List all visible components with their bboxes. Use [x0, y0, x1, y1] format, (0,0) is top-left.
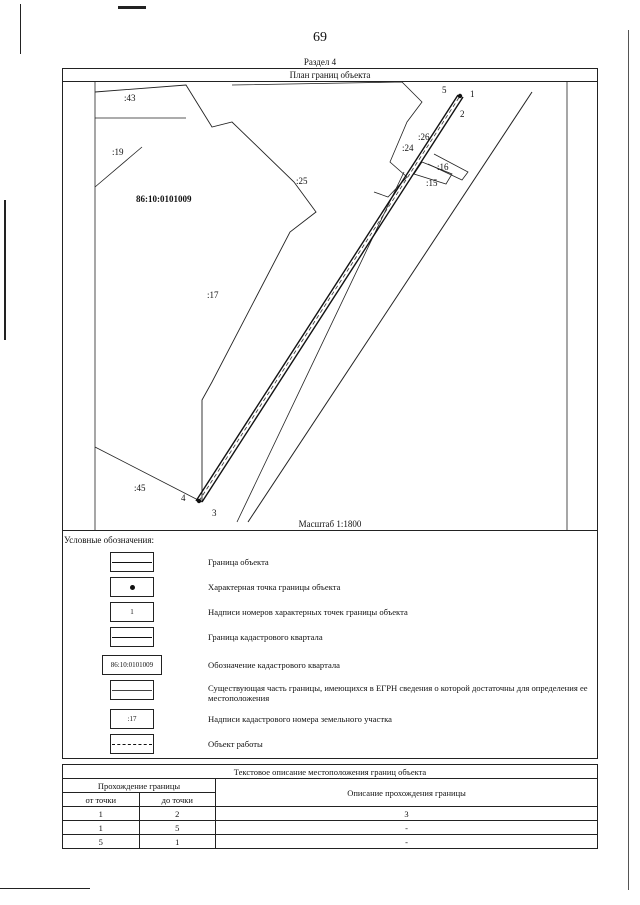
road-left-line: [248, 92, 532, 522]
index-cell: 1: [63, 807, 140, 821]
to-cell: 1: [139, 835, 216, 849]
boundary-point-1: [458, 94, 462, 98]
parcel-label-26: :26: [418, 132, 430, 142]
scan-mark: [20, 4, 21, 54]
parcel-label-25: :25: [296, 176, 308, 186]
map-scale: Масштаб 1:1800: [298, 519, 362, 529]
legend-text: Граница кадастрового квартала: [208, 632, 323, 642]
index-cell: 2: [139, 807, 216, 821]
legend-text: Надписи номеров характерных точек границы объекта: [208, 607, 408, 617]
legend-text: Характерная точка границы объекта: [208, 582, 341, 592]
legend-text: Объект работы: [208, 739, 263, 749]
boundary-description-table: [62, 764, 598, 849]
table-title: Текстовое описание местоположения границ объекта: [63, 765, 598, 779]
parcel-label-19: :19: [112, 147, 124, 157]
legend-symbol-parcel-number: :17: [110, 709, 154, 729]
col-from-header: от точки: [63, 793, 140, 807]
boundary-plan-map: [62, 82, 598, 530]
point-label-2: 2: [460, 109, 465, 119]
from-cell: 5: [63, 835, 140, 849]
object-boundary-a: [196, 95, 458, 501]
legend-text: Обозначение кадастрового квартала: [208, 660, 340, 670]
to-cell: 5: [139, 821, 216, 835]
desc-cell: -: [216, 821, 598, 835]
parcel-label-16: :16: [437, 162, 449, 172]
point-label-4: 4: [181, 493, 186, 503]
legend-symbol-quarter-boundary: [110, 627, 154, 647]
parcel-17-boundary: [95, 85, 316, 502]
page-number: 69: [313, 30, 327, 45]
scan-mark: [118, 6, 146, 9]
plan-title: План границ объекта: [62, 68, 598, 82]
scale-separator: [62, 530, 598, 531]
parcel-45-boundary: [95, 447, 202, 502]
point-label-3: 3: [212, 508, 217, 518]
road-right-line: [237, 172, 404, 522]
legend-text: Граница объекта: [208, 557, 269, 567]
index-cell: 3: [216, 807, 598, 821]
legend-symbol-point-number: 1: [110, 602, 154, 622]
legend-title: Условные обозначения:: [64, 535, 155, 545]
parcel-label-24: :24: [402, 143, 414, 153]
table-row: [63, 821, 598, 835]
group-header: Прохождение границы: [63, 779, 216, 793]
parcel-label-17: :17: [207, 290, 219, 300]
table-row: [63, 807, 598, 821]
scan-mark: [628, 30, 629, 890]
scan-mark: [0, 888, 90, 889]
cadastral-quarter-label: 86:10:0101009: [136, 194, 192, 204]
boundary-point-3: [197, 499, 201, 503]
legend-symbol-point: [110, 577, 154, 597]
parcel-24-boundary: [232, 82, 422, 197]
object-boundary-b: [202, 97, 463, 502]
point-label-1: 1: [470, 89, 475, 99]
legend-symbol-quarter-label: 86:10:0101009: [102, 655, 162, 675]
desc-cell: -: [216, 835, 598, 849]
object-work-line: [199, 96, 460, 501]
legend-text: Надписи кадастрового номера земельного участка: [208, 714, 392, 724]
table-row: [63, 835, 598, 849]
col-to-header: до точки: [139, 793, 216, 807]
parcel-label-15: :15: [426, 178, 438, 188]
parcel-label-43: :43: [124, 93, 136, 103]
point-label-5: 5: [442, 85, 447, 95]
scan-mark: [4, 200, 6, 340]
parcel-label-45: :45: [134, 483, 146, 493]
legend-symbol-existing-boundary: [110, 680, 154, 700]
col-desc-header: Описание прохождения границы: [216, 779, 598, 807]
from-cell: 1: [63, 821, 140, 835]
legend-symbol-object-boundary: [110, 552, 154, 572]
legend-text: Существующая часть границы, имеющихся в ЕГРН сведения о которой достаточны для определения ее местоположения: [208, 683, 588, 703]
legend-symbol-object-of-work: [110, 734, 154, 754]
section-label: Раздел 4: [303, 57, 337, 67]
